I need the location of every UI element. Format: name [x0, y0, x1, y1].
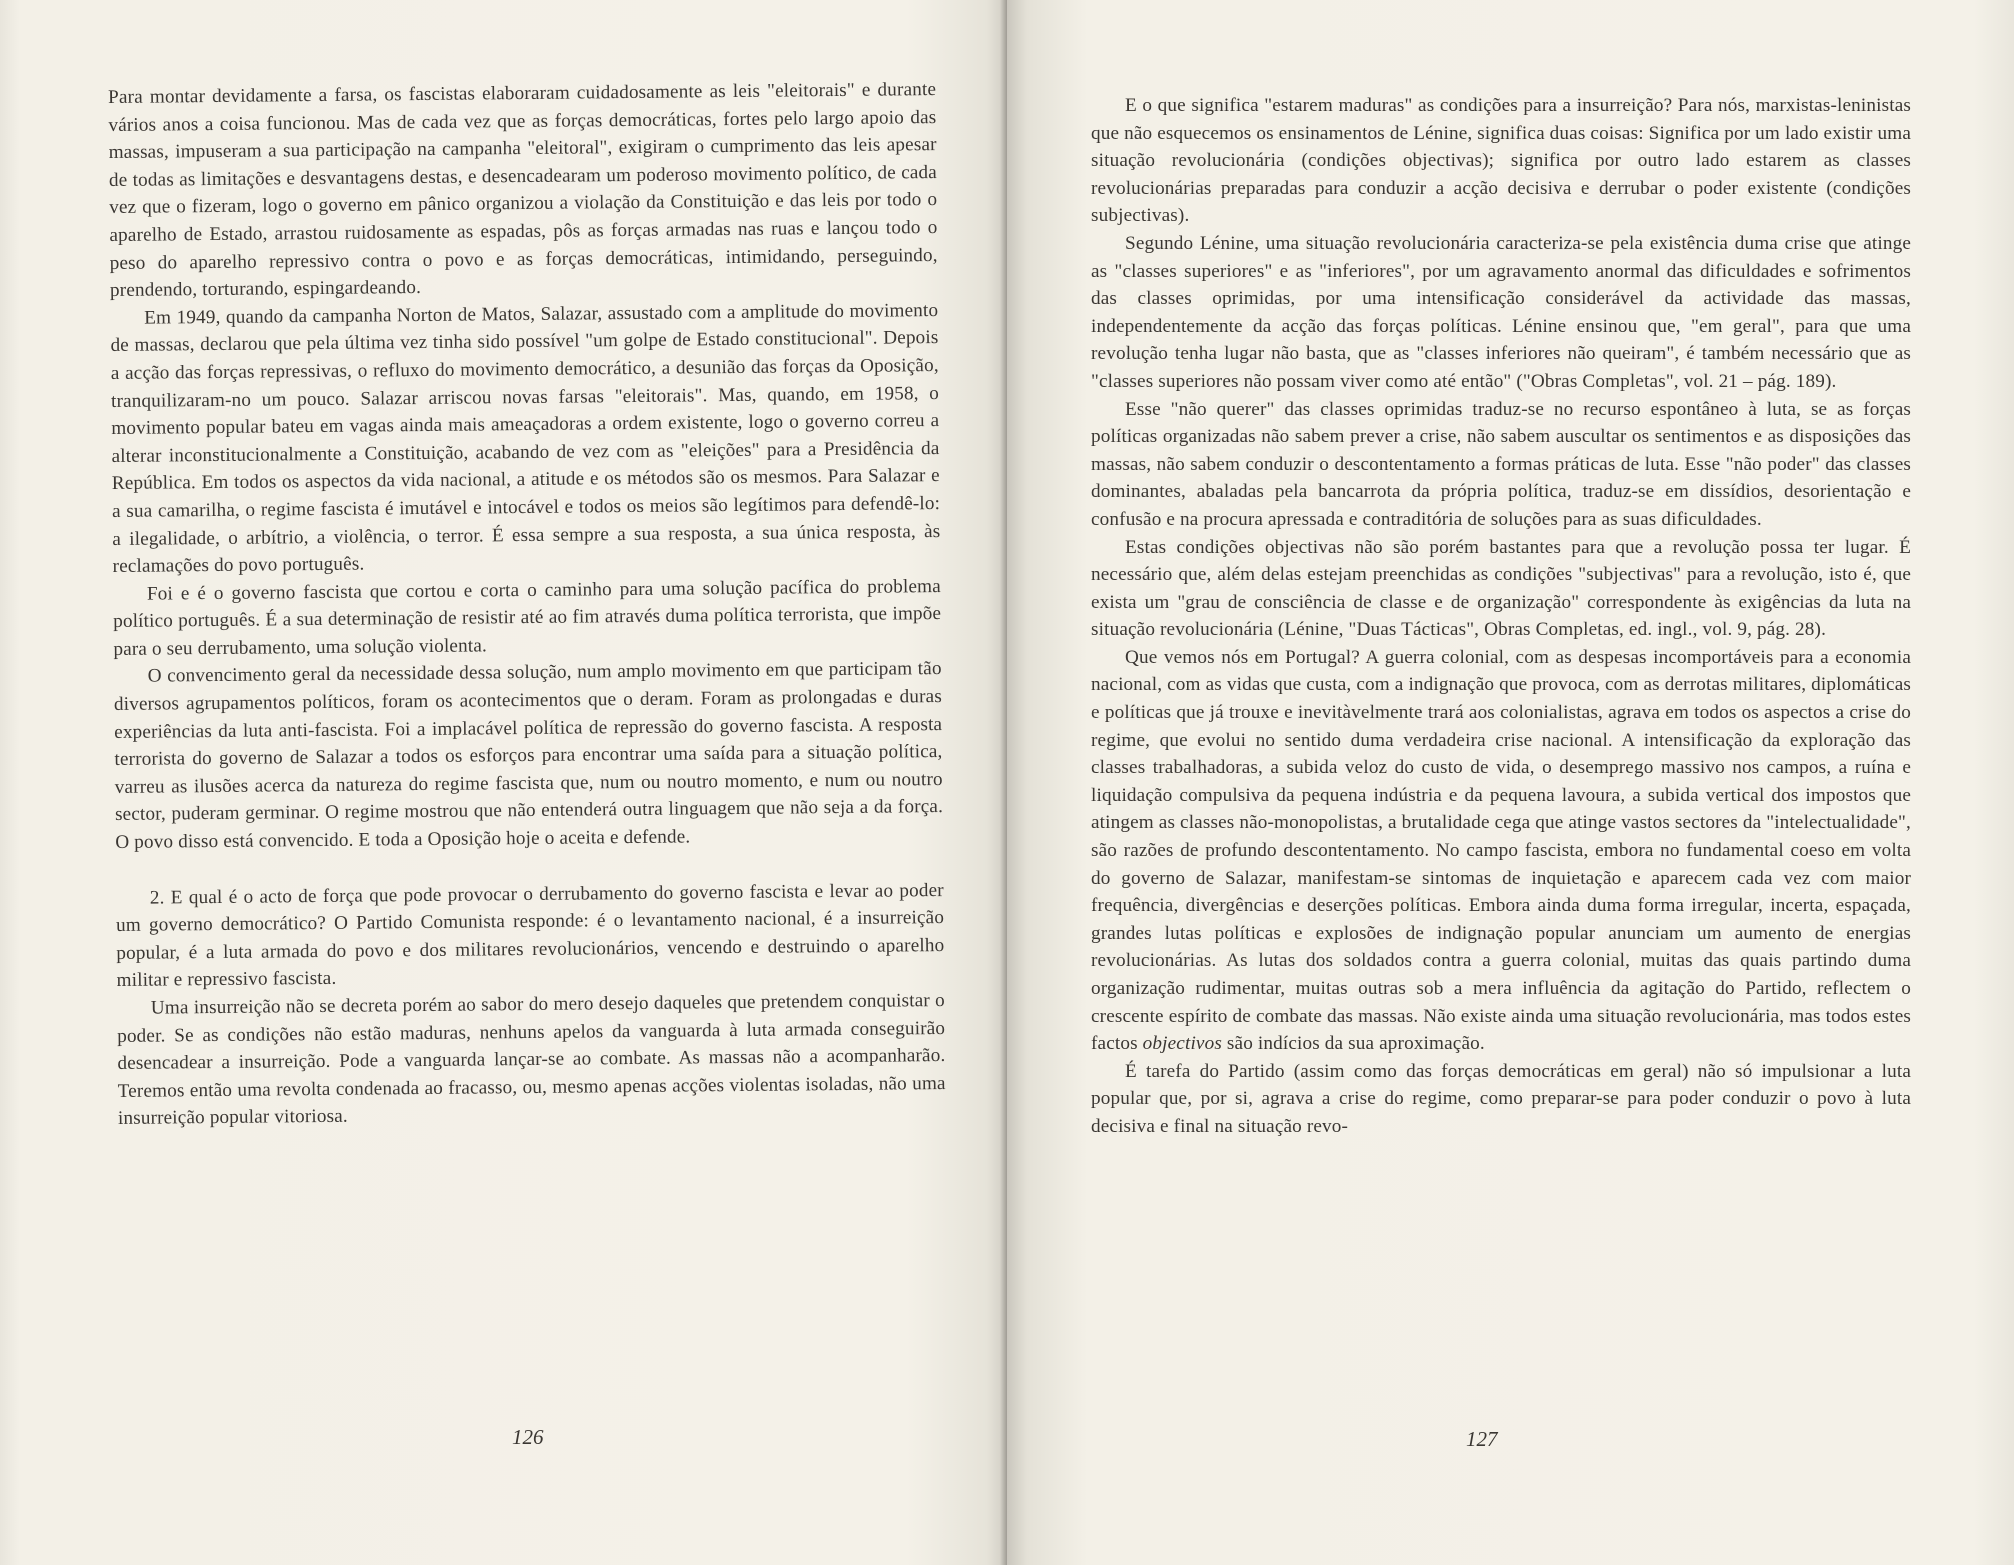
- paragraph: Estas condições objectivas não são porém bastantes para que a revolução possa ter lugar. É necessário que, além delas estejam preenchidas as condições "subjectivas" para a revolução, isto é, que exista um "grau de consciência de classe e de organização" correspondente às exigências da luta na situação revolucionária (Lénine, "Duas Tácticas", Obras Completas, ed. ingl., vol. 9, pág. 28).: [1091, 536, 1911, 641]
- paragraph: [1091, 644, 1911, 1058]
- paragraph: Para montar devidamente a farsa, os fascistas elaboraram cuidadosamente as leis "eleitorais" e durante vários anos a coisa funcionou. Mas de cada vez que as forças democráticas, fortes pelo largo apoio das massas, impuseram a sua participação na campanha "eleitoral", exigiram o cumprimento das leis apesar de todas as limitações e desvantagens destas, e desencadearam um poderoso movimento político, de cada vez que o fizeram, logo o governo em pânico organizou a violação da Constituição e das leis por todo o aparelho de Estado, arrastou ruidosamente as espadas, pôs as forças armadas nas ruas e lançou todo o peso do aparelho repressivo contra o povo e as forças democráticas, intimidando, perseguindo, prendendo, torturando, espingardeando.: [108, 79, 938, 302]
- paragraph: Foi e é o governo fascista que cortou e corta o caminho para uma solução pacífica do problema político português. É a sua determinação de resistir até ao fim através duma política terrorista, que impõe para o seu derrubamento, uma solução violenta.: [113, 575, 942, 660]
- paragraph: Uma insurreição não se decreta porém ao sabor do mero desejo daqueles que pretendem conquistar o poder. Se as condições não estão maduras, nenhuns apelos da vanguarda à luta armada conseguirão desencadear a insurreição. Pode a vanguarda lançar-se ao combate. As massas não a acompanharão. Teremos então uma revolta condenada ao fracasso, ou, mesmo apenas acções violentas isoladas, não uma insurreição popular vitoriosa.: [117, 990, 946, 1130]
- page-number: 127: [1466, 1427, 1498, 1451]
- paragraph: Em 1949, quando da campanha Norton de Matos, Salazar, assustado com a amplitude do movimento de massas, declarou que pela última vez tinha sido possível "um golpe de Estado constitucional". Depois a acção das forças repressivas, o refluxo do movimento democrático, a desunião das forças da Oposição, tranquilizaram-no um pouco. Salazar arriscou novas farsas "eleitorais". Mas, quando, em 1958, o movimento popular bateu em vagas ainda mais ameaçadoras a ordem existente, logo o governo correu a alterar inconstitucionalmente a Constituição, acabando de vez com as "eleições" para a Presidência da República. Em todos os aspectos da vida nacional, a atitude e os métodos são os mesmos. Para Salazar e a sua camarilha, o regime fascista é imutável e intocável e todos os meios são legítimos para defendê-lo: a ilegalidade, o arbítrio, a violência, o terror. É essa sempre a sua resposta, a sua única resposta, às reclamações do povo português.: [110, 299, 941, 578]
- paragraph-text: Que vemos nós em Portugal? A guerra colonial, com as despesas incomportáveis para a economia nacional, com as vidas que custa, com a indignação que provoca, com as derrotas militares, diplomáticas e políticas que já trouxe e inevitàvelmente trará aos colonialistas, agrava em todos os aspectos a crise do regime, que evolui no sentido duma verdadeira crise nacional. A intensificação da exploração das classes trabalhadoras, a subida veloz do custo de vida, o desemprego massivo nos campos, a ruína e liquidação compulsiva da pequena indústria e da pequena lavoura, a subida vertical dos impostos que atingem as classes não-monopolistas, a brutalidade cega que atinge vastos sectores da "intelectualidade", são razões de profundo descontentamento. No campo fascista, embora no fundamental coeso em volta do governo de Salazar, manifestam-se sintomas de inquietação e aparecem cada vez com maior frequência, divergências e deserções políticas. Embora ainda duma forma irregular, incerta, espaçada, grandes lutas políticas e explosões de indignação popular anunciam um aumento de energias revolucionárias. As lutas dos soldados contra a guerra colonial, muitas das quais partindo duma organização rudimentar, muitas outras sob a mera influência da agitação do Partido, reflectem o crescente espírito de combate das massas. Não existe ainda uma situação revolucionária, mas todos estes factos: [1091, 646, 1911, 1055]
- paragraph: Segundo Lénine, uma situação revolucionária caracteriza-se pela existência duma crise que atinge as "classes superiores" e as "inferiores", por um agravamento anormal das dificuldades e sofrimentos das classes oprimidas, por uma intensificação considerável da actividade das massas, independentemente da acção das forças políticas. Lénine ensinou que, "em geral", para que uma revolução tenha lugar não basta, que as "classes inferiores não queiram", é também necessário que as "classes superiores não possam viver como até então" ("Obras Completas", vol. 21 – pág. 189).: [1091, 232, 1911, 392]
- paragraph: É tarefa do Partido (assim como das forças democráticas em geral) não só impulsionar a luta popular que, por si, agrava a crise do regime, como preparar-se para poder conduzir o povo à luta decisiva e final na situação revo-: [1091, 1060, 1911, 1137]
- right-page-text: [1091, 92, 1911, 1141]
- left-page-text: [108, 76, 946, 1133]
- paragraph: Esse "não querer" das classes oprimidas traduz-se no recurso espontâneo à luta, se as forças políticas organizadas não sabem prever a crise, não sabem auscultar os sentimentos e as disposições das massas, não sabem conduzir o descontentamento a formas práticas de luta. Esse "não poder" das classes dominantes, abaladas pela bancarrota da própria política, traduz-se em dissídios, desorientação e confusão e na procura apressada e contraditória de soluções para as suas dificuldades.: [1091, 398, 1911, 530]
- paragraph: 2. E qual é o acto de força que pode provocar o derrubamento do governo fascista e levar ao poder um governo democrático? O Partido Comunista responde: é o levantamento nacional, é a insurreição popular, é a luta armada do povo e dos militares revolucionários, vencendo e destruindo o aparelho militar e repressivo fascista.: [115, 879, 945, 992]
- paragraph: O convencimento geral da necessidade dessa solução, num amplo movimento em que participam tão diversos agrupamentos políticos, foram os acontecimentos que o deram. Foram as prolongadas e duras experiências da luta anti-fascista. Foi a implacável política de repressão do governo fascista. A resposta terrorista do governo de Salazar a todos os esforços para encontrar uma saída para a situação política, varreu as ilusões acerca da natureza do regime fascista que, num ou noutro momento, e num ou noutro sector, puderam germinar. O regime mostrou que não entenderá outra linguagem que não seja a da força. O povo disso está convencido. E toda a Oposição hoje o aceita e defende.: [113, 658, 944, 853]
- page-number: 126: [512, 1425, 544, 1449]
- italic-word: objectivos: [1142, 1033, 1222, 1055]
- paragraph-text: são indícios da sua aproximação.: [1221, 1033, 1485, 1055]
- paragraph: E o que significa "estarem maduras" as condições para a insurreição? Para nós, marxistas-leninistas que não esquecemos os ensinamentos de Lénine, significa duas coisas: Significa por um lado existir uma situação revolucionária (condições objectivas); significa por outro lado estarem as classes revolucionárias preparadas para conduzir a acção decisiva e derrubar o poder existente (condições subjectivas).: [1091, 95, 1911, 227]
- right-page: [1007, 0, 2014, 1565]
